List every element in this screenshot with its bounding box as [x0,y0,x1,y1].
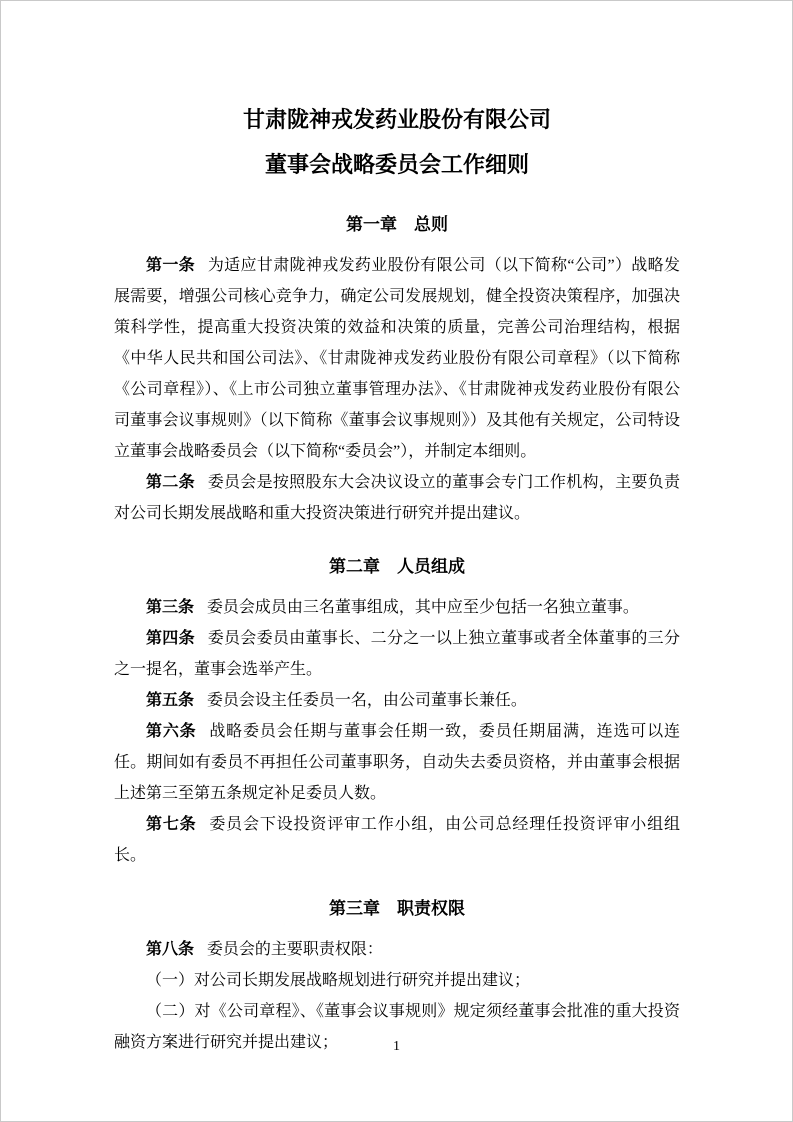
document-title-line1: 甘肃陇神戎发药业股份有限公司 [242,107,551,132]
article-4-number: 第四条 [146,630,195,647]
article-5-text: 委员会设主任委员一名，由公司董事长兼任。 [206,692,527,709]
list-item-2-text: （二）对《公司章程》、《董事会议事规则》规定须经董事会批准的重大投资融资方案进行研究并提出建议； [114,1003,680,1051]
chapter-2 [114,551,680,871]
chapter-3 [114,893,680,1058]
article-2-number: 第二条 [146,474,195,491]
chapter-3-heading: 第三章 职责权限 [329,899,465,918]
chapter-2-heading: 第二章 人员组成 [329,557,465,576]
article-4-text: 委员会委员由董事长、二分之一以上独立董事或者全体董事的三分之一提名，董事会选举产生。 [114,630,680,678]
article-paragraph-8 [114,934,680,965]
chapter-1 [114,209,680,529]
article-paragraph-1 [114,250,680,467]
list-item-1 [114,965,680,996]
page-number: 1 [393,1039,400,1054]
article-paragraph-5 [114,685,680,716]
article-7-text: 委员会下设投资评审工作小组，由公司总经理任投资评审小组组长。 [114,816,680,864]
article-paragraph-2 [114,467,680,529]
article-paragraph-4 [114,623,680,685]
article-7-number: 第七条 [146,816,197,833]
document-title-line2: 董事会战略委员会工作细则 [264,152,529,177]
article-1-text: 为适应甘肃陇神戎发药业股份有限公司（以下简称“公司”）战略发展需要，增强公司核心竞争力，确定公司发展规划，健全投资决策程序，加强决策科学性，提高重大投资决策的效益和决策的质量，完善公司治理结构，根据《中华人民共和国公司法》、《甘肃陇神戎发药业股份有限公司章程》（以下简称《公司章程》）、《上市公司独立董事管理办法》、《甘肃陇神戎发药业股份有限公司董事会议事规则》（以下简称《董事会议事规则》）及其他有关规定，公司特设立董事会战略委员会（以下简称“委员会”），并制定本细则。 [114,257,680,460]
article-6-text: 战略委员会任期与董事会任期一致，委员任期届满，连选可以连任。期间如有委员不再担任公司董事职务，自动失去委员资格，并由董事会根据上述第三至第五条规定补足委员人数。 [114,723,680,802]
document-title [114,97,680,187]
article-paragraph-6 [114,716,680,809]
article-3-text: 委员会成员由三名董事组成，其中应至少包括一名独立董事。 [206,599,639,616]
article-8-text: 委员会的主要职责权限： [206,941,383,958]
chapter-1-heading: 第一章 总则 [346,215,448,234]
article-1-number: 第一条 [146,257,196,274]
article-paragraph-3 [114,592,680,623]
list-item-1-text: （一）对公司长期发展战略规划进行研究并提出建议； [146,972,531,989]
article-6-number: 第六条 [146,723,197,740]
article-3-number: 第三条 [146,599,195,616]
article-5-number: 第五条 [146,692,195,709]
article-2-text: 委员会是按照股东大会决议设立的董事会专门工作机构，主要负责对公司长期发展战略和重大投资决策进行研究并提出建议。 [114,474,680,522]
article-8-number: 第八条 [146,941,195,958]
article-paragraph-7 [114,809,680,871]
